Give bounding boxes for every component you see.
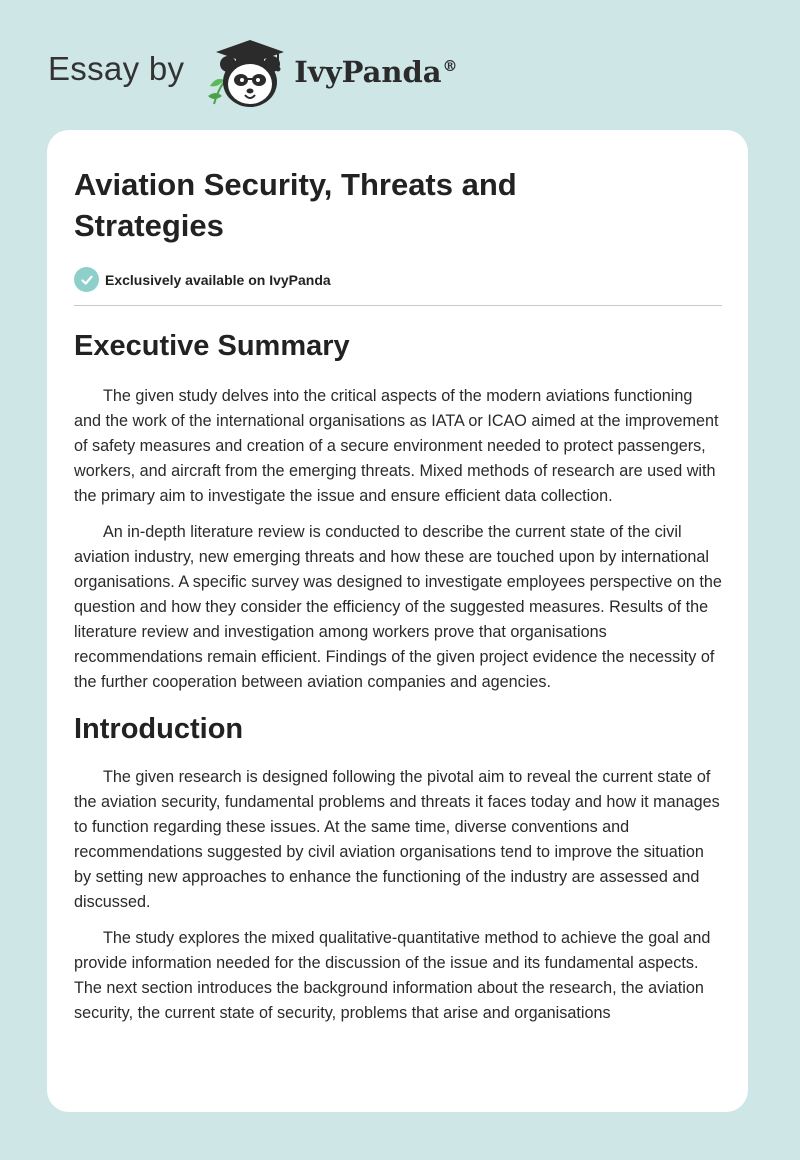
paragraph: The given research is designed following the pivotal aim to reveal the current state of the aviation security, fundamental problems and threats it faces today and how it manages to function regarding these issues. At the same time, diverse conventions and recommendations suggested by civil aviation organisations tend to improve the situation by setting new approaches to enhance the functioning of the industry are assessed and discussed.: [74, 768, 720, 911]
brand-name: IvyPanda®: [294, 55, 458, 89]
check-circle-icon: [74, 267, 99, 292]
essay-card: [47, 130, 748, 1112]
paragraph: An in-depth literature review is conducted to describe the current state of the civil aviation industry, new emerging threats and how these are touched upon by international organisations. A specific survey was designed to investigate employees perspective on the question and how they consider the efficiency of the suggested measures. Results of the literature review and investigation among workers prove that organisations recommendations remain efficient. Findings of the given project evidence the necessity of the further cooperation between aviation companies and agencies.: [74, 523, 722, 691]
section-heading-executive-summary: Executive Summary: [74, 330, 350, 362]
essay-by-label: Essay by: [48, 50, 185, 87]
page-title: Aviation Security, Threats and Strategies: [74, 167, 517, 243]
paragraph: The given study delves into the critical aspects of the modern aviations functioning and the work of the international organisations as IATA or ICAO aimed at the improvement of safety measures and creation of a secure environment needed to protect passengers, workers, and aircraft from the emerging threats. Mixed methods of research are used with the primary aim to investigate the issue and ensure efficient data collection.: [74, 387, 719, 505]
exclusive-label: Exclusively available on IvyPanda: [105, 271, 331, 288]
panda-graduate-logo-icon: [200, 34, 290, 114]
section-heading-introduction: Introduction: [74, 713, 244, 745]
site-header: [48, 34, 458, 114]
exclusive-badge: [74, 267, 722, 306]
paragraph: The study explores the mixed qualitative-quantitative method to achieve the goal and provide information needed for the discussion of the issue and its fundamental aspects. The next section introduces the background information about the research, the aviation security, the current state of security, problems that arise and organisations: [74, 929, 711, 1022]
